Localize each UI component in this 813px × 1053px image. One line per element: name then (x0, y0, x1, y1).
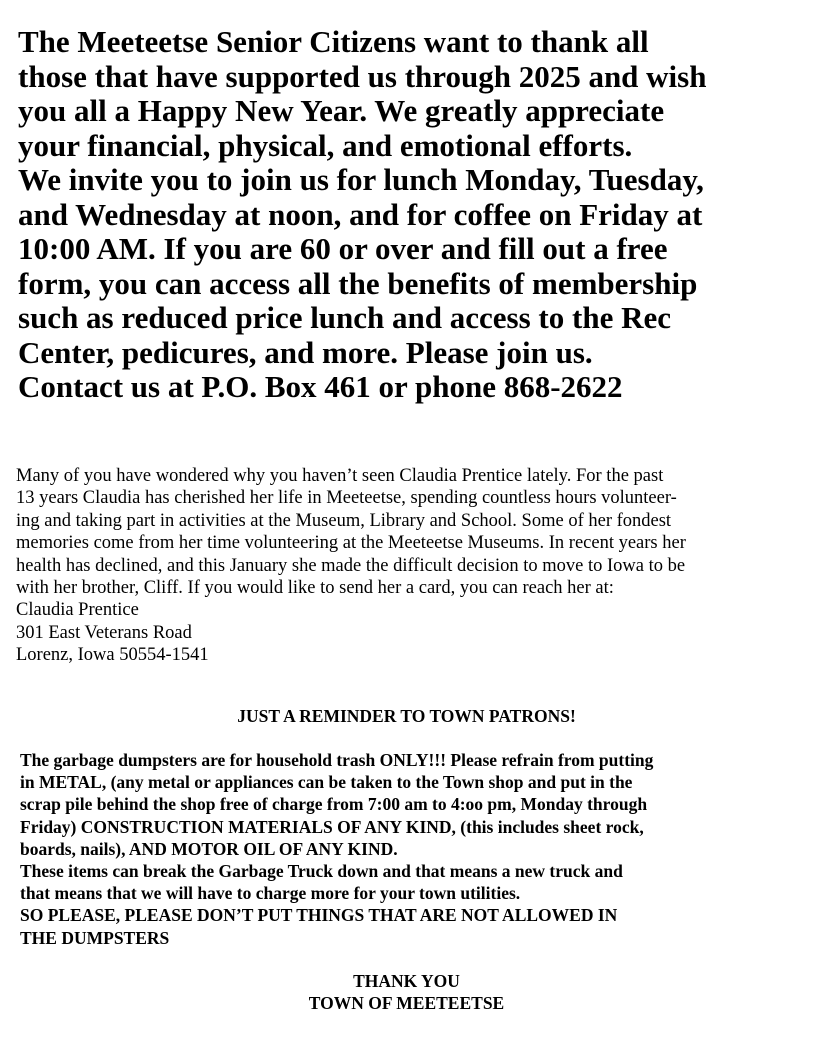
article-line: ing and taking part in activities at the Museum, Library and School. Some of her fondest (16, 510, 672, 531)
senior-notice-line: The Meeteetse Senior Citizens want to thank all (18, 24, 649, 59)
article-line: memories come from her time volunteering at the Meeteetse Museums. In recent years her (16, 533, 686, 554)
senior-notice-line: form, you can access all the benefits of membership (18, 265, 698, 301)
town-reminder-heading: JUST A REMINDER TO TOWN PATRONS! (237, 706, 576, 726)
senior-notice-line: Center, pedicures, and more. Please join us. (18, 334, 593, 370)
senior-notice-line: your financial, physical, and emotional efforts. (18, 127, 633, 163)
article-line: with her brother, Cliff. If you would like to send her a card, you can reach her at: (16, 578, 614, 599)
address-name: Claudia Prentice (16, 600, 139, 621)
reminder-line: in METAL, (any metal or appliances can be taken to the Town shop and put in the (20, 772, 633, 793)
reminder-line: These items can break the Garbage Truck down and that means a new truck and (20, 861, 623, 882)
reminder-line: Friday) CONSTRUCTION MATERIALS OF ANY KIND, (this includes sheet rock, (20, 816, 644, 837)
address-city-state-zip: Lorenz, Iowa 50554-1541 (16, 645, 209, 666)
reminder-line: SO PLEASE, PLEASE DON’T PUT THINGS THAT ARE NOT ALLOWED IN (20, 905, 618, 926)
senior-notice-line: and Wednesday at noon, and for coffee on Friday at (18, 196, 703, 232)
senior-citizens-notice (18, 25, 808, 405)
reminder-line: scrap pile behind the shop free of charge from 7:00 am to 4:oo pm, Monday through (20, 794, 648, 815)
senior-notice-line: 10:00 AM. If you are 60 or over and fill out a free (18, 231, 668, 266)
signoff-from: TOWN OF MEETEETSE (308, 993, 505, 1013)
senior-notice-line: you all a Happy New Year. We greatly appreciate (18, 93, 665, 128)
reminder-line: boards, nails), AND MOTOR OIL OF ANY KIND. (20, 838, 398, 859)
reminder-line: The garbage dumpsters are for household trash ONLY!!! Please refrain from putting (20, 750, 654, 770)
senior-notice-contact: Contact us at P.O. Box 461 or phone 868-2622 (18, 369, 623, 404)
article-line: health has declined, and this January she made the difficult decision to move to Iowa to be (16, 555, 686, 576)
article-line: Many of you have wondered why you haven’t seen Claudia Prentice lately. For the past (16, 466, 664, 486)
town-signoff (0, 970, 813, 1014)
article-line: 13 years Claudia has cherished her life in Meeteetse, spending countless hours volunteer- (16, 488, 677, 509)
address-street: 301 East Veterans Road (16, 622, 192, 643)
reminder-line: THE DUMPSTERS (20, 927, 170, 948)
senior-notice-line: those that have supported us through 2025 and wish (18, 58, 707, 94)
senior-notice-line: such as reduced price lunch and access to the Rec (18, 300, 671, 335)
town-reminder-body (20, 749, 810, 949)
reminder-line: that means that we will have to charge more for your town utilities. (20, 883, 521, 904)
signoff-thanks: THANK YOU (353, 971, 460, 991)
claudia-prentice-article (16, 465, 806, 667)
senior-notice-line: We invite you to join us for lunch Monday, Tuesday, (18, 162, 704, 197)
